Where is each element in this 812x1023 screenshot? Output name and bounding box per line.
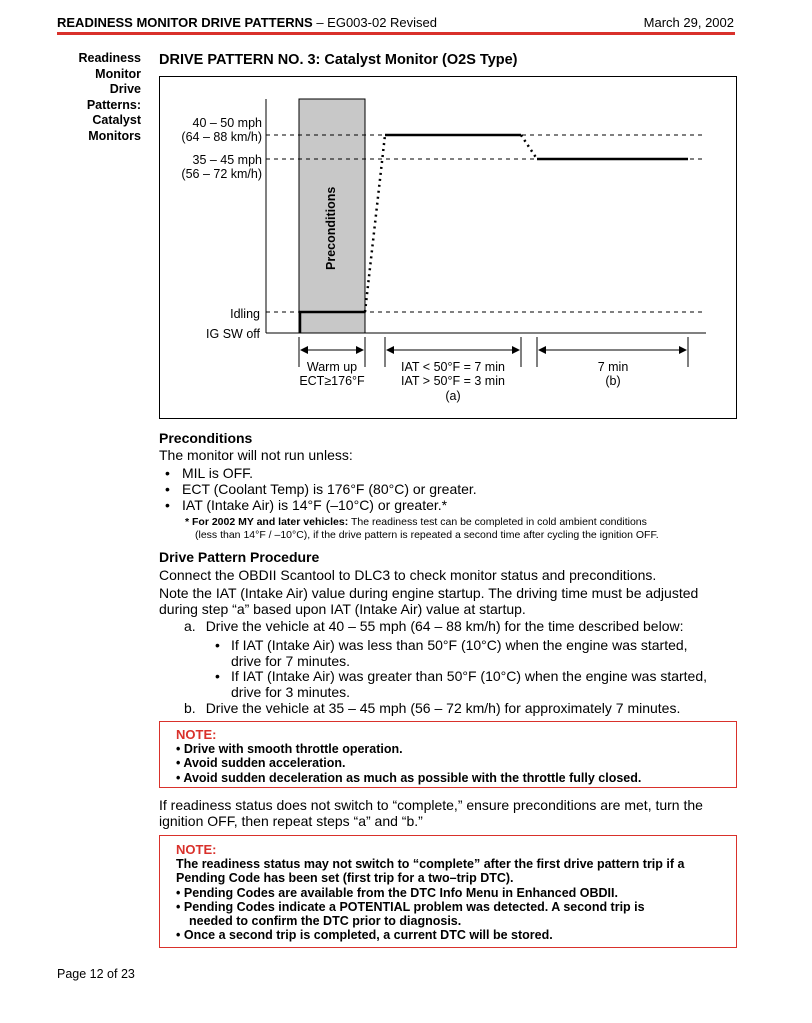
side-heading-line: Catalyst [92,113,141,127]
side-heading-line: Monitor [95,66,141,81]
bullet: • [215,668,220,684]
warmup-label: Warm up [306,360,358,374]
footnote-text: (less than 14°F / –10°C), if the drive pattern is repeated a second time after cycling the ignition OFF. [195,529,659,541]
drive-pattern-diagram [159,76,737,419]
preconditions-intro: The monitor will not run unless: [159,447,353,463]
speed-trace-accel [365,135,385,312]
document-id: – EG003-02 Revised [316,15,438,30]
side-heading-line: Patterns: [86,97,141,112]
speed-trace-decel [521,135,537,159]
step-a-text: Drive the vehicle at 40 – 55 mph (64 – 88 km/h) for the time described below: [205,618,684,634]
note-item: • Avoid sudden acceleration. [176,756,346,771]
note-item-cont: needed to confirm the DTC prior to diagnosis. [189,914,462,929]
step-b-text: Drive the vehicle at 35 – 45 mph (56 – 72 km/h) for approximately 7 minutes. [205,700,681,716]
phase-b-label: (b) [605,374,621,388]
header-title-line [57,15,437,30]
precondition-item [165,465,253,482]
preconditions-heading: Preconditions [159,430,253,446]
note-box-throttle [159,721,737,788]
header-rule [57,32,735,35]
note-item: • Once a second trip is completed, a current DTC will be stored. [176,928,553,943]
level-mid-kmh: (56 – 72 km/h) [181,167,262,181]
precondition-text: IAT (Intake Air) is 14°F (–10°C) or greater.* [182,497,448,513]
note-item-text: Once a second trip is completed, a current DTC will be stored. [183,928,553,943]
bullet: • [165,465,170,481]
page-number: Page 12 of 23 [57,967,135,981]
phase-a-label: (a) [445,389,461,403]
precondition-text: ECT (Coolant Temp) is 176°F (80°C) or greater. [182,481,477,497]
level-idle: Idling [230,307,260,321]
level-high-mph: 40 – 50 mph [192,116,262,130]
note-item: • Pending Codes indicate a POTENTIAL problem was detected. A second trip is [176,899,645,914]
bullet: • [165,497,170,513]
precondition-item [165,481,477,498]
note-item: • Drive with smooth throttle operation. [176,742,403,756]
step-a-sub-cont: drive for 7 minutes. [231,653,351,669]
precondition-footnote [185,516,659,542]
note-box-pending-code [159,835,737,948]
note-item-text: Avoid sudden acceleration. [183,756,346,771]
step-a-sub [215,668,707,685]
level-high-kmh: (64 – 88 km/h) [181,130,262,144]
warmup-condition: ECT≥176°F [299,374,365,388]
note-item-text: Pending Codes are available from the DTC Info Menu in Enhanced OBDII. [183,885,618,900]
side-heading-line: Drive [109,82,141,96]
phase-a-cold: IAT < 50°F = 7 min [401,360,505,374]
note-item-text: Avoid sudden deceleration as much as possible with the throttle fully closed. [183,770,642,785]
bullet: • [165,481,170,497]
note-title: NOTE: [176,727,217,742]
procedure-heading: Drive Pattern Procedure [159,549,320,565]
step-a [184,618,684,635]
level-off: IG SW off [206,327,260,341]
step-b-label: b. [184,700,196,716]
note-intro: The readiness status may not switch to “complete” after the first drive pattern trip if a [176,857,685,871]
phase-a-warm: IAT > 50°F = 3 min [401,374,505,388]
preconditions-label: Preconditions [324,186,338,270]
procedure-line: Note the IAT (Intake Air) value during engine startup. The driving time must be adjusted [159,585,699,601]
readiness-line: ignition OFF, then repeat steps “a” and “b.” [159,813,423,829]
procedure-line: during step “a” based upon IAT (Intake Air) value at startup. [159,601,526,617]
step-a-label: a. [184,618,196,634]
step-b [184,700,680,717]
note-intro: Pending Code has been set (first trip for a two–trip DTC). [176,871,514,886]
step-a-sub-text: If IAT (Intake Air) was greater than 50°F (10°C) when the engine was started, [231,668,708,684]
footnote-text: The readiness test can be completed in cold ambient conditions [348,516,647,528]
note-item: • Avoid sudden deceleration as much as possible with the throttle fully closed. [176,770,642,785]
level-mid-mph: 35 – 45 mph [192,153,262,167]
side-heading [40,51,141,144]
step-a-sub-cont: drive for 3 minutes. [231,684,351,700]
procedure-line: Connect the OBDII Scantool to DLC3 to check monitor status and preconditions. [159,567,657,583]
precondition-item [165,497,447,514]
precondition-text: MIL is OFF. [182,465,254,481]
note-item-text: Drive with smooth throttle operation. [183,742,403,756]
note-item-text: Pending Codes indicate a POTENTIAL problem was detected. A second trip is [183,899,645,914]
step-a-sub [215,637,688,654]
step-a-sub-text: If IAT (Intake Air) was less than 50°F (10°C) when the engine was started, [231,637,688,653]
footnote-qualifier: * For 2002 MY and later vehicles: [185,516,349,528]
pattern-title: DRIVE PATTERN NO. 3: Catalyst Monitor (O2S Type) [159,52,518,68]
note-title: NOTE: [176,842,217,857]
diagram-svg [160,77,738,420]
header-date: March 29, 2002 [643,15,734,30]
note-item: • Pending Codes are available from the DTC Info Menu in Enhanced OBDII. [176,885,618,900]
side-heading-line: Readiness [78,51,141,65]
bullet: • [215,637,220,653]
phase-b-duration: 7 min [597,360,629,374]
readiness-line: If readiness status does not switch to “complete,” ensure preconditions are met, turn the [159,797,703,813]
side-heading-line: Monitors [88,128,141,143]
document-title: READINESS MONITOR DRIVE PATTERNS [57,15,313,30]
